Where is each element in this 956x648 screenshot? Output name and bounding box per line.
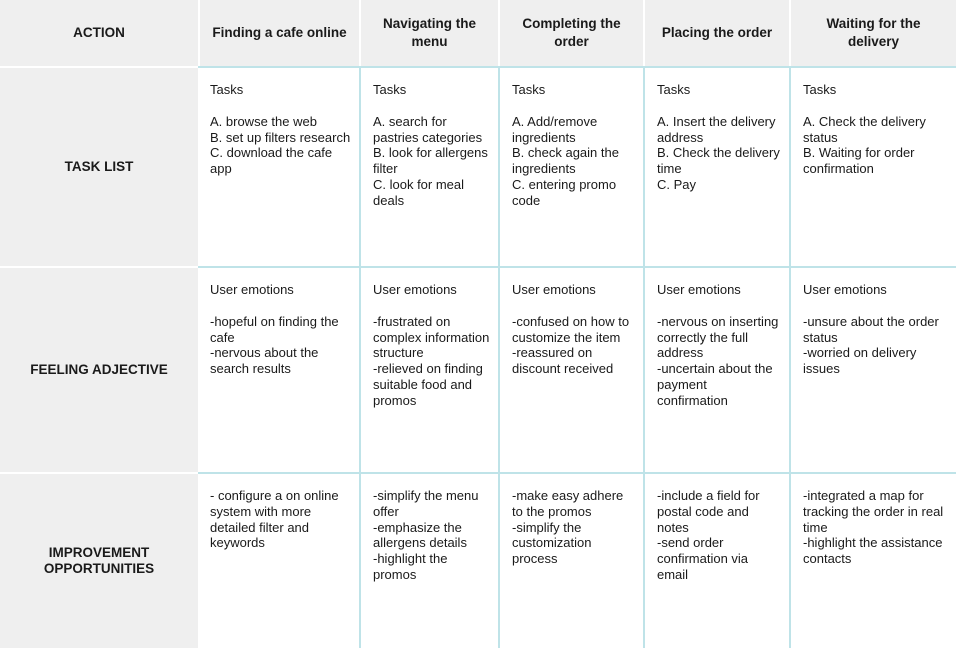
cell-line: -unsure about the order status [803, 313, 939, 345]
cell-line: -confused on how to customize the item [512, 313, 630, 345]
cell-line: -include a field for postal code and notes [657, 488, 760, 535]
stage-header-finding: Finding a cafe online [198, 0, 359, 66]
cell-line: -hopeful on finding the cafe [210, 313, 339, 345]
cell-line: C. look for meal deals [373, 176, 465, 208]
cell-line: -worried on delivery issues [803, 345, 917, 377]
cell-heading: Tasks [210, 82, 244, 97]
cell-line: -integrated a map for tracking the order in real time [803, 488, 944, 535]
emotion-cell [498, 266, 643, 472]
cell-line: -highlight the promos [373, 551, 448, 582]
cell-line: -nervous on inserting correctly the full address [657, 313, 779, 361]
emotion-cell [789, 266, 956, 472]
cell-line: -nervous about the search results [210, 345, 319, 377]
opportunity-cell [198, 472, 359, 648]
cell-line: B. Check the delivery time [657, 145, 780, 177]
cell-line: -reassured on discount received [512, 345, 614, 377]
cell-line: -frustrated on complex information structure [373, 313, 490, 361]
cell-heading: User emotions [512, 282, 596, 297]
stage-header-completing: Completing the order [498, 0, 643, 66]
cell-line: B. set up filters research [210, 129, 351, 145]
opportunity-cell [498, 472, 643, 648]
cell-line: A. search for pastries categories [373, 113, 483, 145]
cell-heading: User emotions [373, 282, 457, 297]
cell-line: -highlight the assistance contacts [803, 535, 943, 567]
stage-header-waiting: Waiting for the delivery [789, 0, 956, 66]
cell-line: - configure a on online system with more detailed filter and keywords [210, 488, 339, 551]
cell-line: B. look for allergens filter [373, 145, 488, 177]
cell-line: C. download the cafe app [210, 145, 333, 177]
cell-heading: Tasks [657, 82, 691, 97]
opportunity-cell [789, 472, 956, 648]
cell-line: -simplify the customization process [512, 519, 592, 567]
cell-line: A. Insert the delivery address [657, 113, 776, 145]
cell-heading: Tasks [512, 82, 546, 97]
cell-line: C. entering promo code [512, 176, 617, 208]
cell-line: A. browse the web [210, 113, 317, 129]
task-cell [359, 66, 498, 266]
stage-header-placing: Placing the order [643, 0, 789, 66]
opportunity-cell [643, 472, 789, 648]
cell-line: -emphasize the allergens details [373, 519, 467, 551]
task-cell [789, 66, 956, 266]
row-label-feeling-adjective: FEELING ADJECTIVE [0, 266, 198, 472]
emotion-cell [198, 266, 359, 472]
cell-heading: User emotions [210, 282, 294, 297]
row-label-task-list: TASK LIST [0, 66, 198, 266]
cell-heading: Tasks [803, 82, 837, 97]
cell-heading: Tasks [373, 82, 407, 97]
cell-line: -send order confirmation via email [657, 535, 749, 582]
cell-heading: User emotions [803, 282, 887, 297]
cell-line: B. Waiting for order confirmation [803, 145, 915, 177]
action-header: ACTION [0, 0, 198, 66]
task-cell [643, 66, 789, 266]
cell-line: B. check again the ingredients [512, 145, 619, 177]
cell-line: A. Check the delivery status [803, 113, 926, 145]
cell-heading: User emotions [657, 282, 741, 297]
row-label-improvement-opportunities: IMPROVEMENT OPPORTUNITIES [0, 472, 198, 648]
cell-line: -make easy adhere to the promos [512, 488, 624, 519]
cell-line: -relieved on finding suitable food and promos [373, 361, 483, 408]
cell-line: -uncertain about the payment confirmation [657, 361, 773, 408]
cell-line: A. Add/remove ingredients [512, 113, 598, 145]
cell-line: -simplify the menu offer [373, 488, 479, 519]
stage-header-navigating: Navigating the menu [359, 0, 498, 66]
task-cell [498, 66, 643, 266]
opportunity-cell [359, 472, 498, 648]
cell-line: C. Pay [657, 176, 697, 192]
emotion-cell [643, 266, 789, 472]
emotion-cell [359, 266, 498, 472]
task-cell [198, 66, 359, 266]
